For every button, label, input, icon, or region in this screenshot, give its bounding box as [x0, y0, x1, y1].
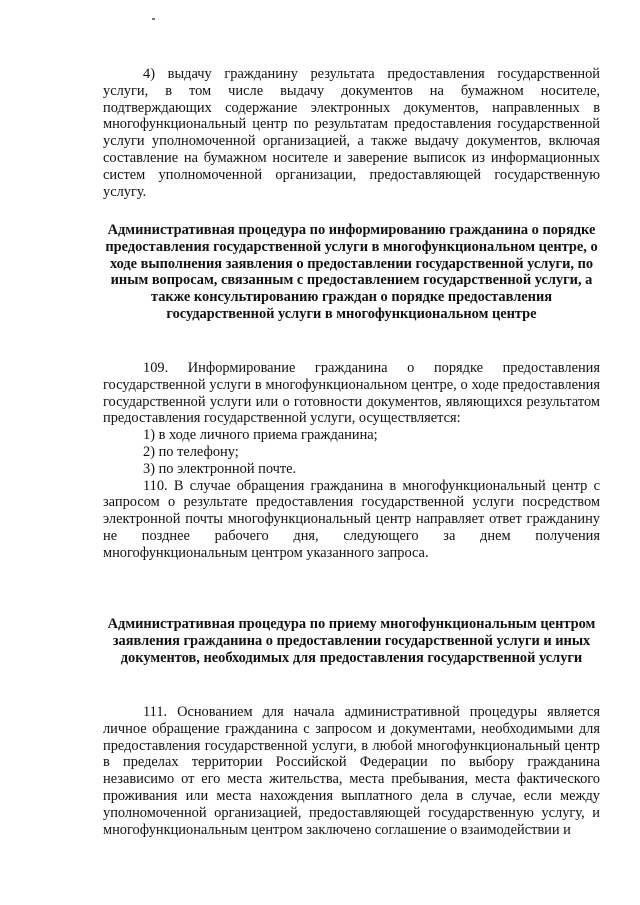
scan-mark [152, 18, 155, 20]
heading-1-block [103, 222, 600, 323]
paragraph-4: 4) выдачу гражданину результата предоставления государственной услуги, в том числе выдачу документов на бумажном носителе, подтверждающих содержание электронных документов, направленных в многофункциональный центр по результатам предоставления государственной услуги уполномоченной организацией, а также выдачу документов, включая составление на бумажном носителе и заверение выписок из информационных систем уполномоченной организации, предоставляющей государственную услугу. [103, 66, 600, 200]
heading-2-block [103, 616, 600, 666]
list-item-3: 3) по электронной почте. [143, 460, 297, 477]
paragraph-111-block [103, 704, 600, 838]
paragraph-109-block [103, 360, 600, 562]
paragraph-111: 111. Основанием для начала административной процедуры является личное обращение гражданина с запросом и документами, необходимыми для предоставления государственной услуги, в любой многофункциональный центр в пределах территории Российской Федерации по выбору гражданина независимо от его места жительства, места пребывания, места фактического проживания или места нахождения выплатного дела в случае, если между уполномоченной организацией, предоставляющей государственную услугу, и многофункциональным центром заключено соглашение о взаимодействии и [103, 704, 600, 838]
paragraph-4-block [103, 66, 600, 200]
section-heading-reception: Административная процедура по приему многофункциональным центром заявления гражданина о предоставлении государственной услуги и иных документов, необходимых для предоставления государственной услуги [107, 616, 596, 666]
paragraph-109: 109. Информирование гражданина о порядке предоставления государственной услуги в многофункциональном центре, о ходе предоставления государственной услуги или о готовности документов, являющихся результатом предоставления государственной услуги, осуществляется: [103, 360, 600, 427]
paragraph-110: 110. В случае обращения гражданина в многофункциональный центр с запросом о результате предоставления государственной услуги посредством электронной почты многофункциональный центр направляет ответ гражданину не позднее рабочего дня, следующего за днем получения многофункциональным центром указанного запроса. [103, 477, 600, 561]
list-item-2: 2) по телефону; [143, 443, 239, 460]
list-item-1: 1) в ходе личного приема гражданина; [143, 427, 378, 444]
section-heading-informing: Административная процедура по информированию гражданина о порядке предоставления государственной услуги в многофункциональном центре, о ходе выполнения заявления о предоставлении государственной услуги, по иным вопросам, связанным с предоставлением государственной услуги, а также консультированию граждан о порядке предоставления государственной услуги в многофункциональном центре [105, 222, 598, 322]
